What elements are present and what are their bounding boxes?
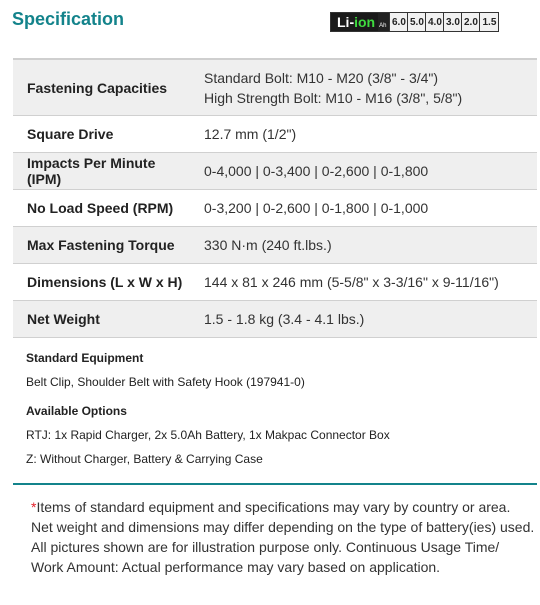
table-row (13, 227, 537, 264)
spec-label: Dimensions (L x W x H) (13, 264, 190, 301)
notes-divider (13, 483, 537, 485)
battery-capacity: 1.5 (479, 13, 498, 31)
note-line: Work Amount: Actual performance may vary based on application. (31, 559, 441, 575)
battery-capacity: 4.0 (425, 13, 443, 31)
note-line: All pictures shown are for illustration purpose only. Continuous Usage Time/ (31, 539, 500, 555)
spec-value: 0-4,000 | 0-3,400 | 0-2,600 | 0-1,800 (190, 153, 537, 190)
battery-capacity: 2.0 (461, 13, 479, 31)
battery-capacity: 6.0 (389, 13, 407, 31)
battery-compatibility-badge (330, 12, 499, 32)
ah-unit: Ah (379, 23, 387, 29)
note-line: Items of standard equipment and specifications may vary by country or area. (36, 499, 511, 515)
spec-label: Impacts Per Minute (IPM) (13, 153, 190, 190)
table-row (13, 264, 537, 301)
spec-label: No Load Speed (RPM) (13, 190, 190, 227)
spec-label: Net Weight (13, 301, 190, 338)
table-row (13, 190, 537, 227)
li-ion-label: Li- ion (331, 13, 378, 31)
spec-value: 144 x 81 x 246 mm (5-5/8" x 3-3/16" x 9-11/16") (190, 264, 537, 301)
disclaimer-notes (31, 497, 536, 577)
spec-value: 330 N·m (240 ft.lbs.) (190, 227, 537, 264)
asterisk-mark: * (31, 499, 37, 515)
available-option-item: Z: Without Charger, Battery & Carrying Case (26, 452, 263, 466)
spec-label: Square Drive (13, 116, 190, 153)
spec-label: Fastening Capacities (13, 59, 190, 116)
spec-value-line: Standard Bolt: M10 - M20 (3/8" - 3/4") (204, 69, 439, 86)
spec-value: 0-3,200 | 0-2,600 | 0-1,800 | 0-1,000 (190, 190, 537, 227)
table-row (13, 59, 537, 116)
table-row (13, 116, 537, 153)
note-line: Net weight and dimensions may differ depending on the type of battery(ies) used. (31, 519, 535, 535)
table-row (13, 301, 537, 338)
available-options-heading: Available Options (26, 404, 127, 418)
battery-capacity: 5.0 (407, 13, 425, 31)
spec-value-line: High Strength Bolt: M10 - M16 (3/8", 5/8") (204, 89, 463, 106)
spec-value: 1.5 - 1.8 kg (3.4 - 4.1 lbs.) (190, 301, 537, 338)
table-row (13, 153, 537, 190)
standard-equipment-heading: Standard Equipment (26, 351, 144, 365)
standard-equipment-text: Belt Clip, Shoulder Belt with Safety Hook (197941-0) (26, 375, 305, 389)
spec-value (190, 59, 537, 116)
available-option-item: RTJ: 1x Rapid Charger, 2x 5.0Ah Battery, 1x Makpac Connector Box (26, 428, 390, 442)
page-title: Specification (12, 9, 125, 29)
spec-label: Max Fastening Torque (13, 227, 190, 264)
spec-value: 12.7 mm (1/2") (190, 116, 537, 153)
specification-table (13, 58, 537, 338)
battery-capacity: 3.0 (443, 13, 461, 31)
